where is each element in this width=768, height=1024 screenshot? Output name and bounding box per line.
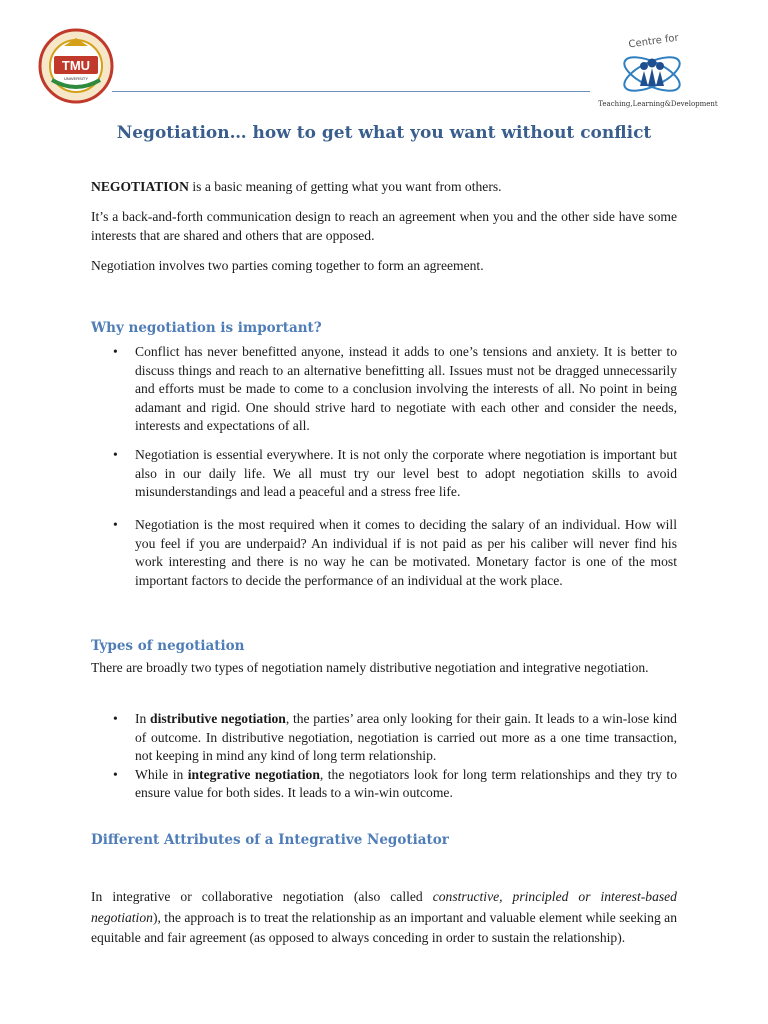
intro-paragraph-1: [91, 178, 677, 197]
types-item-2-pre: While in: [135, 766, 188, 782]
page-title: Negotiation… how to get what you want without conflict: [116, 123, 652, 143]
why-item-1: Conflict has never benefitted anyone, instead it adds to one’s tensions and anxiety. It is better to discuss things and reach to an alternative benefitting all. Issues must not be dragged unnecessarily and efforts must be made to come to a conclusion involving the interests of all. No point in being adamant and rigid. One should strive hard to negotiate with each other and consider the needs, interests and expectations of all.: [135, 344, 677, 433]
distributive-term: distributive negotiation: [150, 711, 286, 726]
list-item: [91, 343, 677, 436]
bullet-icon: •: [113, 517, 118, 532]
centre-logo-subtitle: Teaching,Learning&Development: [598, 100, 718, 108]
list-item: [91, 710, 677, 766]
logo-text: TMU: [61, 58, 91, 73]
intro-paragraph-3: Negotiation involves two parties coming together to form an agreement.: [91, 258, 484, 273]
why-item-2: Negotiation is essential everywhere. It is not only the corporate where negotiation is important but also in our daily life. We all must try our level best to adopt negotiation skills to avoid misunderstandings and lead a peaceful and a stress free life.: [135, 447, 677, 499]
attributes-text-2: ), the approach is to treat the relationship as an important and valuable element while seeking an equitable and fair agreement (as opposed to always conceding in order to sustain the relationship).: [91, 909, 677, 945]
attributes-paragraph: [91, 887, 677, 949]
why-item-3: Negotiation is the most required when it comes to deciding the salary of an individual. How will you feel if you are underpaid? An individual if is not paid as per his caliber will never find his work interesting and there is no way he can be motivated. Monetary factor is one of the most important factors to decide the performance of an individual at the work place.: [135, 517, 677, 588]
types-list: [91, 710, 677, 803]
bullet-icon: •: [113, 447, 118, 462]
types-item-1-text: , the parties’ area only looking for their gain. It leads to a win-lose kind of outcome. In distributive negotiation, negotiation is carried out more as a one time transaction, not keeping in mind any kind of long term relationship.: [135, 711, 677, 763]
heading-attributes: Different Attributes of a Integrative Negotiator: [91, 832, 449, 848]
list-item: [91, 766, 677, 803]
centre-logo-title: Centre for: [627, 32, 680, 51]
list-item: [91, 516, 677, 590]
bullet-icon: •: [113, 766, 118, 782]
bullet-icon: •: [113, 711, 118, 726]
heading-why: Why negotiation is important?: [91, 320, 322, 336]
why-list-3: [91, 516, 677, 590]
attributes-text-1: In integrative or collaborative negotiation (also called: [91, 889, 433, 904]
negotiation-term: NEGOTIATION: [91, 179, 189, 194]
centre-logo: [596, 30, 720, 112]
intro-paragraph-2: It’s a back-and-forth communication design to reach an agreement when you and the other side have some interests that are shared and others that are opposed.: [91, 209, 677, 243]
integrative-term: integrative negotiation: [187, 766, 320, 782]
types-intro: There are broadly two types of negotiation namely distributive negotiation and integrative negotiation.: [91, 660, 649, 675]
university-logo: [34, 28, 118, 104]
why-list: [91, 343, 677, 436]
attributes-italic: constructive, principled or interest-based negotiation: [91, 889, 677, 925]
why-list-2: [91, 446, 677, 502]
intro-p1-text: is a basic meaning of getting what you want from others.: [188, 179, 502, 194]
list-item: [91, 446, 677, 502]
heading-types: Types of negotiation: [91, 638, 245, 654]
header-divider: [112, 91, 590, 92]
types-item-1-pre: In: [135, 711, 151, 726]
bullet-icon: •: [113, 344, 118, 359]
logo-subtext: UNIVERSITY: [63, 76, 89, 81]
types-item-2-text: , the negotiators look for long term relationships and they try to ensure value for both sides. It leads to a win-win outcome.: [135, 766, 677, 800]
